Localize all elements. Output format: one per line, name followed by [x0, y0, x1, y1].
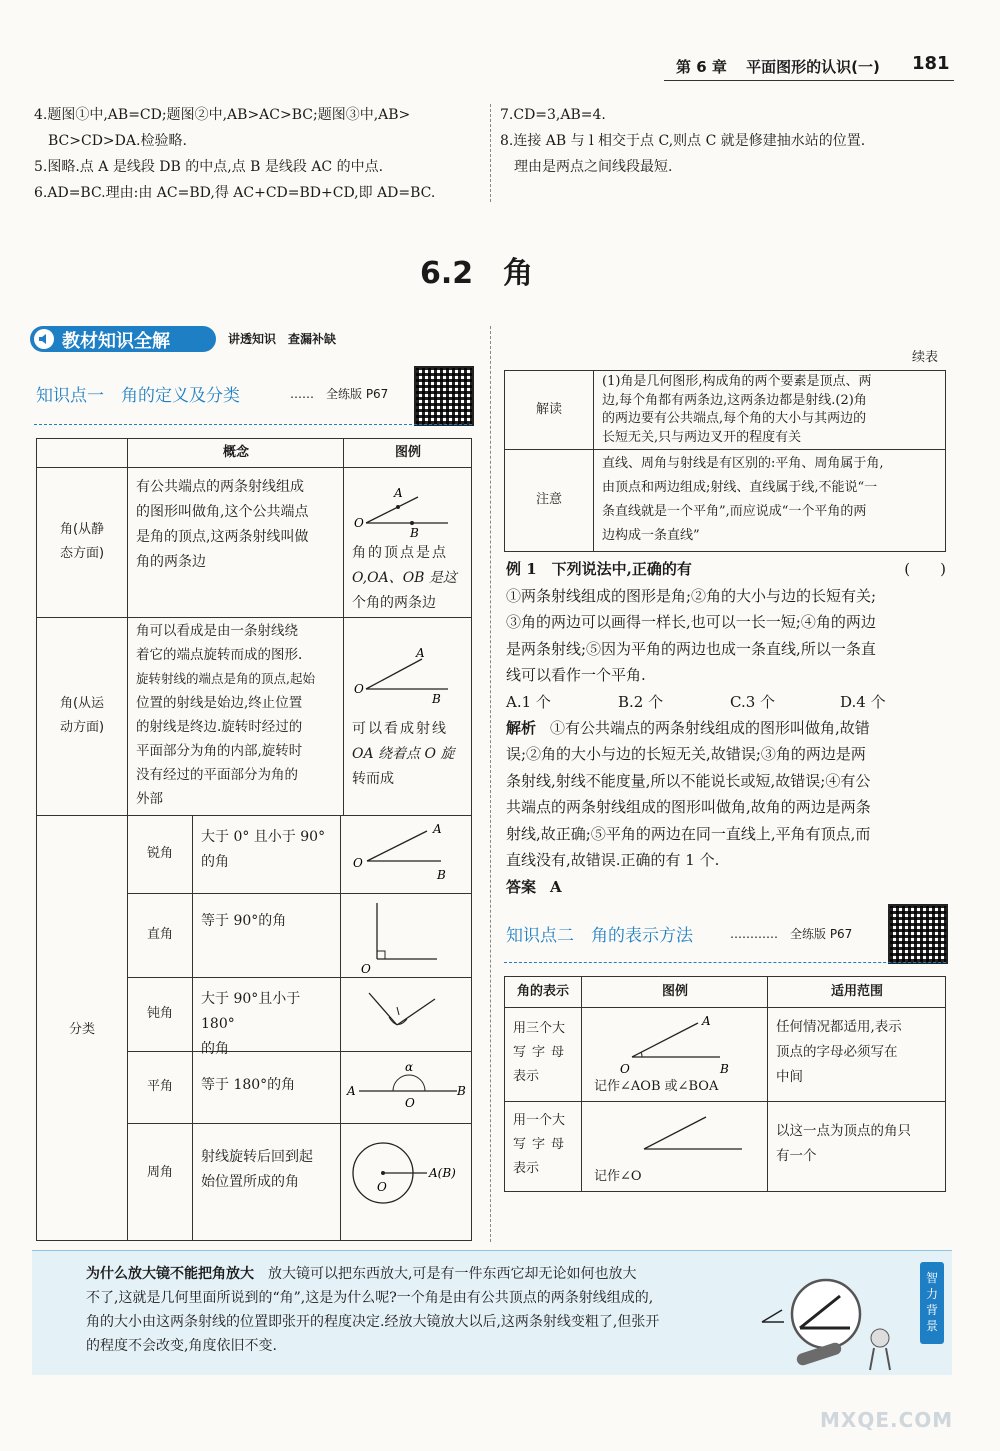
table-header: 适用范围 — [767, 977, 946, 1007]
class-desc-line: 始位置所成的角 — [201, 1174, 299, 1190]
concept-line: 外部 — [136, 791, 163, 807]
figure-cell — [343, 617, 472, 815]
column-divider — [490, 104, 491, 202]
row-label-line: 用三个大 — [513, 1021, 566, 1036]
figure-cell — [340, 977, 473, 1051]
point-label: O — [354, 516, 364, 530]
dynamic-angle-figure — [348, 645, 468, 705]
table-row — [505, 1101, 945, 1191]
row-text-line: 由顶点和两边组成;射线、直线属于线,不能说“一 — [602, 480, 878, 495]
class-row-straight — [128, 1051, 472, 1124]
row-label-line: 动方面) — [59, 720, 105, 735]
concept-line: 着它的端点旋转而成的图形. — [136, 647, 303, 663]
header-rule — [664, 80, 954, 81]
point-label: B — [457, 1084, 466, 1098]
point-label: O — [620, 1062, 630, 1075]
analysis-line: 误;②角的大小与边的长短无关,故错误;③角的两边是两 — [506, 745, 866, 763]
row-label: 解读 — [535, 402, 562, 417]
class-desc-line: 等于 180°的角 — [201, 1077, 296, 1093]
concept-line: 是角的顶点,这两条射线叫做 — [136, 529, 309, 545]
table-header-figure: 图例 — [343, 439, 472, 467]
analysis-line — [506, 715, 946, 742]
scope-line: 有一个 — [776, 1148, 817, 1164]
point-label: A(B) — [429, 1166, 456, 1180]
analysis-line: 条射线,射线不能度量,所以不能说长或短,故错误;④有公 — [506, 771, 871, 790]
class-desc-line: 的角 — [201, 854, 229, 870]
example-options — [506, 689, 946, 715]
row-label-line: 写字母 — [513, 1137, 571, 1152]
row-text-line: 直线、周角与射线是有区别的:平角、周角属于角, — [602, 456, 884, 471]
example-head: 例 1 下列说法中,正确的有 — [506, 560, 692, 578]
class-row-acute — [128, 815, 472, 894]
concept-line: 有公共端点的两条射线组成 — [136, 479, 304, 495]
table-header-concept: 概念 — [127, 439, 344, 467]
knowledge-banner — [30, 326, 216, 352]
point-label: O — [354, 682, 364, 696]
page-number: 181 — [912, 53, 950, 74]
point-label: O — [377, 1180, 387, 1194]
continued-table — [504, 370, 946, 552]
scope-line: 任何情况都适用,表示 — [776, 1019, 902, 1035]
class-desc-line: 射线旋转后回到起 — [201, 1149, 313, 1165]
figure-caption — [352, 717, 470, 792]
figure-cell — [581, 1007, 768, 1101]
continued-label: 续表 — [912, 350, 939, 365]
scope-line: 以这一点为顶点的角只 — [776, 1123, 911, 1139]
figure-cell — [581, 1101, 768, 1191]
qr-code-icon[interactable] — [888, 904, 948, 964]
table-row — [505, 449, 945, 551]
speaker-icon — [34, 329, 54, 349]
row-text-line: 长短无关,只与两边叉开的程度有关 — [602, 429, 802, 445]
concept-line: 的图形叫做角,这个公共端点 — [136, 504, 309, 520]
point-label: O — [361, 962, 371, 976]
row-text — [593, 449, 945, 551]
point-label: B — [410, 526, 419, 537]
row-text-line: 边,每个角都有两条边,这两条边都是射线.(2)角 — [602, 392, 867, 408]
answer-line: 理由是两点之间线段最短. — [514, 159, 673, 175]
kp1-title: 知识点一 角的定义及分类 — [36, 386, 240, 406]
concept-line: 的射线是终边.旋转时经过的 — [136, 719, 303, 735]
point-label: B — [437, 868, 446, 882]
class-desc — [192, 815, 340, 893]
class-grid — [127, 815, 472, 1240]
analysis-line: 共端点的两条射线组成的图形叫做角,故角的两边是两条 — [506, 798, 871, 816]
full-angle-figure — [341, 1123, 471, 1223]
class-row-right — [128, 893, 472, 978]
caption-line: 角的顶点是点 — [352, 545, 448, 561]
point-label: A — [394, 486, 403, 500]
watermark: MXQE.COM — [820, 1408, 954, 1432]
answer-value: A — [550, 877, 562, 896]
point-label: A — [347, 1084, 356, 1098]
class-row-full — [128, 1123, 472, 1240]
row-label-line: 角(从运 — [59, 696, 105, 711]
answer-line: 6.AD=BC.理由:由 AC=BD,得 AC+CD=BD+CD,即 AD=BC. — [34, 185, 436, 201]
figure-cell — [340, 815, 473, 893]
caption-line: O,OA、OB 是这 — [352, 570, 457, 586]
class-desc — [192, 1123, 340, 1240]
concept-text — [127, 617, 343, 815]
scope-line: 顶点的字母必须写在 — [776, 1044, 898, 1060]
section-title: 6.2 角 — [420, 256, 534, 291]
caption-line: OA 绕着点 O 旋 — [352, 746, 455, 762]
answer-line: 8.连接 AB 与 l 相交于点 C,则点 C 就是修建抽水站的位置. — [500, 133, 866, 149]
footer-line: 不了,这就是几何里面所说到的“角”,这是为什么呢?一个角是由有公共顶点的两条射线组成的, — [86, 1290, 654, 1306]
scope-text — [767, 1007, 945, 1101]
point-label: A — [702, 1014, 711, 1028]
banner-sub: 讲透知识 查漏补缺 — [228, 332, 337, 346]
answer-line: 7.CD=3,AB=4. — [500, 107, 606, 123]
straight-angle-figure — [341, 1051, 471, 1123]
row-label-line: 写字母 — [513, 1045, 571, 1060]
figure-cell — [340, 1051, 473, 1123]
figure-cell — [343, 467, 472, 617]
point-label: O — [353, 856, 363, 870]
banner-label: 教材知识全解 — [62, 331, 170, 352]
row-label — [513, 1017, 577, 1089]
kp2-ref: ………… 全练版 P67 — [730, 927, 853, 941]
footer-line: 放大镜可以把东西放大,可是有一件东西它却无论如何也放大 — [268, 1266, 637, 1282]
analysis-line: 射线,故正确;⑤平角的两边在同一直线上,平角有顶点,而 — [506, 824, 871, 843]
concept-line: 角可以看成是由一条射线绕 — [136, 623, 298, 639]
class-row-obtuse — [128, 977, 472, 1057]
alpha-label: α — [405, 1060, 414, 1074]
row-label — [513, 1109, 577, 1181]
acute-angle-figure — [341, 815, 471, 893]
scope-line: 中间 — [776, 1069, 803, 1085]
three-letter-angle-figure — [602, 1011, 762, 1075]
row-label-line: 用一个大 — [513, 1113, 566, 1128]
row-label: 注意 — [535, 492, 562, 507]
row-text-line: 边构成一条直线” — [602, 528, 700, 543]
figure-caption: 记作∠O — [594, 1169, 642, 1184]
example-line: 线可以看作一个平角. — [506, 666, 646, 684]
footer-title: 为什么放大镜不能把角放大 — [86, 1266, 254, 1282]
answers-left — [34, 102, 484, 206]
caption-line: 可以看成射线 — [352, 721, 448, 737]
analysis-text: ①有公共端点的两条射线组成的图形叫做角,故错 — [550, 718, 870, 737]
figure-cell — [340, 1123, 473, 1240]
row-label-line: 角(从静 — [59, 522, 105, 537]
table-row — [505, 371, 945, 450]
example-head-row — [506, 556, 946, 583]
point-label: A — [433, 822, 442, 836]
table-row — [505, 1007, 945, 1102]
option-d: D.4 个 — [840, 692, 886, 711]
class-name: 直角 — [146, 927, 173, 942]
concept-line: 旋转射线的端点是角的顶点,起始 — [136, 671, 315, 686]
table-header: 图例 — [581, 977, 768, 1007]
class-name: 周角 — [146, 1165, 173, 1180]
analysis-line: 直线没有,故错误.正确的有 1 个. — [506, 851, 720, 869]
answer-line: 4.题图①中,AB=CD;题图②中,AB>AC>BC;题图③中,AB> — [34, 107, 411, 123]
answer-paren: ( ) — [904, 560, 946, 578]
row-label-line: 表示 — [513, 1161, 540, 1176]
scope-text — [767, 1101, 945, 1191]
answer-line — [506, 874, 946, 901]
footer-text — [86, 1262, 752, 1358]
example-block — [506, 556, 946, 900]
footer-line: 的程度不会改变,角度依旧不变. — [86, 1338, 277, 1354]
example-line: 是两条射线;⑤因为平角的两边也成一条直线,所以一条直 — [506, 639, 876, 658]
figure-caption — [352, 541, 470, 616]
concept-line: 平面部分为角的内部,旋转时 — [136, 743, 303, 759]
concept-line: 位置的射线是始边,终止位置 — [136, 695, 303, 711]
answer-line: BC>CD>DA.检验略. — [48, 133, 187, 149]
footer-line: 角的大小由这两条射线的位置即张开的程度决定.经放大镜放大以后,这两条射线变粗了,但张开 — [86, 1314, 660, 1330]
answer-label: 答案 — [506, 877, 537, 896]
point-label: A — [416, 646, 425, 660]
one-letter-angle-figure — [602, 1105, 762, 1165]
row-text-line: 的两边要有公共端点,每个角的大小与其两边的 — [602, 411, 867, 426]
answers-right — [500, 102, 970, 180]
column-divider — [490, 326, 491, 1242]
row-text-line: 条直线就是一个平角”,而应说成“一个平角的两 — [602, 504, 867, 519]
right-angle-figure — [341, 893, 471, 977]
figure-caption: 记作∠AOB 或∠BOA — [594, 1079, 719, 1094]
class-desc — [192, 977, 340, 1057]
class-desc-line: 等于 90°的角 — [201, 913, 287, 929]
side-tag — [920, 1262, 944, 1344]
class-desc-line: 大于 90°且小于 180° — [201, 991, 301, 1032]
row-label — [37, 617, 127, 815]
kp1-ref: …… 全练版 P67 — [290, 387, 389, 401]
option-c: C.3 个 — [730, 692, 776, 711]
concept-text — [127, 467, 343, 617]
class-name: 锐角 — [146, 846, 173, 861]
magnifier-illustration — [756, 1266, 906, 1378]
row-label-line: 表示 — [513, 1069, 540, 1084]
class-desc-line: 大于 0° 且小于 90° — [201, 829, 326, 845]
class-desc-line: 的角 — [201, 1041, 229, 1057]
class-label: 分类 — [68, 1022, 95, 1037]
example-line: ③角的两边可以画得一样长,也可以一长一短;④角的两边 — [506, 613, 876, 631]
kp2-rule — [504, 962, 946, 963]
row-label-line: 态方面) — [59, 546, 105, 561]
point-label: B — [432, 692, 441, 705]
row-label — [37, 467, 127, 617]
row-text-line: (1)角是几何图形,构成角的两个要素是顶点、两 — [602, 374, 872, 389]
analysis-label: 解析 — [506, 718, 537, 737]
class-name: 平角 — [146, 1079, 173, 1094]
concept-table — [36, 438, 472, 1241]
concept-line: 没有经过的平面部分为角的 — [136, 767, 298, 783]
caption-line: 个角的两条边 — [352, 595, 436, 611]
chapter-title: 平面图形的认识(一) — [746, 58, 880, 76]
answer-line: 5.图略.点 A 是线段 DB 的中点,点 B 是线段 AC 的中点. — [34, 159, 384, 175]
option-a: A.1 个 — [506, 692, 551, 711]
static-angle-figure — [348, 473, 468, 537]
kp1-rule — [34, 424, 472, 425]
kp2-title: 知识点二 角的表示方法 — [506, 926, 693, 946]
notation-table — [504, 976, 946, 1192]
example-line: ①两条射线组成的图形是角;②角的大小与边的长短有关; — [506, 586, 877, 605]
class-name: 钝角 — [146, 1006, 173, 1021]
table-header-row — [505, 977, 945, 1008]
concept-line: 角的两条边 — [136, 554, 206, 570]
table-header: 角的表示 — [516, 984, 569, 999]
row-text — [593, 371, 945, 449]
side-tag-label: 智力背景 — [925, 1271, 938, 1333]
chapter-header — [676, 56, 880, 77]
obtuse-angle-figure — [341, 977, 471, 1051]
chapter-number: 第 6 章 — [676, 58, 727, 76]
class-desc — [192, 1051, 340, 1123]
caption-line: 转而成 — [352, 771, 394, 787]
point-label: O — [405, 1096, 415, 1110]
point-label: B — [720, 1062, 729, 1075]
figure-cell — [340, 893, 473, 977]
option-b: B.2 个 — [618, 692, 664, 711]
class-desc — [192, 893, 340, 977]
qr-code-icon[interactable] — [414, 366, 474, 426]
